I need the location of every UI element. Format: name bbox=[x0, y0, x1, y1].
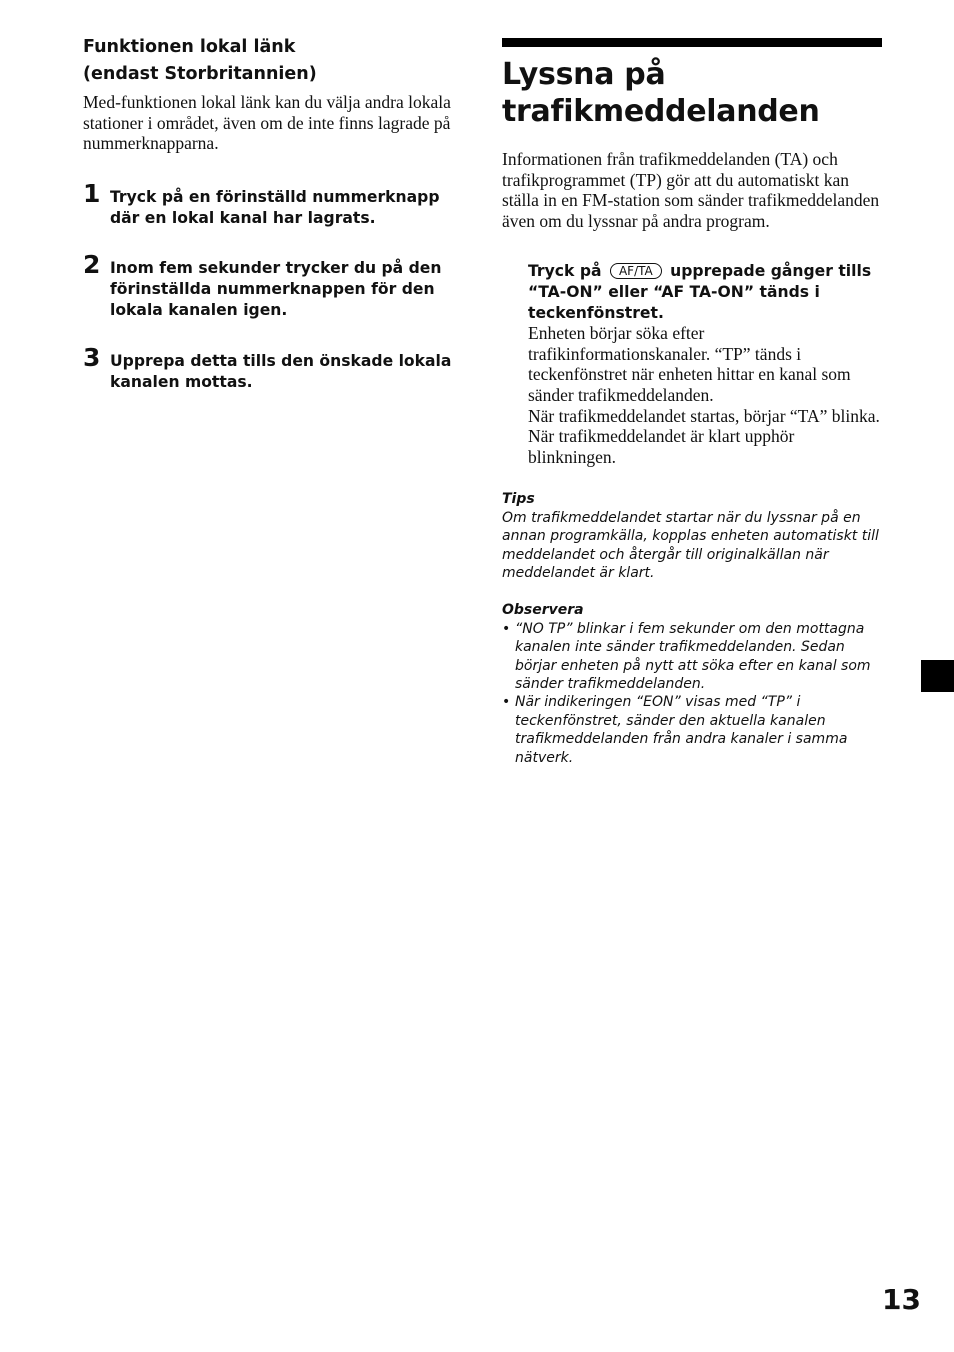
page-number: 13 bbox=[882, 1283, 921, 1316]
local-link-intro: Med-funktionen lokal länk kan du välja andra lokala stationer i området, även om de inte finns lagrade på nummerknapparna. bbox=[83, 92, 451, 154]
instruction-body-1: Enheten börjar söka efter trafikinformationskanaler. “TP” tänds i teckenfönstret när enheten hittar en kanal som sänder trafikmeddelanden. bbox=[528, 323, 851, 405]
step-text: Upprepa detta tills den önskade lokala kanalen mottas. bbox=[110, 351, 452, 391]
traffic-intro: Informationen från trafikmeddelanden (TA) och trafikprogrammet (TP) gör att du automatiskt kan ställa in en FM-station som sänder trafikmeddelanden även om du lyssnar på andra program. bbox=[502, 149, 880, 231]
step-2 bbox=[83, 250, 461, 320]
list-item-text: “NO TP” blinkar i fem sekunder om den mottagna kanalen inte sänder trafikmeddelanden. Sedan börjar enheten på nytt att söka efter en kanal som sänder trafikmeddelanden. bbox=[515, 620, 871, 692]
title-rule bbox=[502, 38, 882, 47]
section-heading-local-link bbox=[83, 34, 461, 88]
step-number: 1 bbox=[83, 178, 101, 208]
tips-text: Om trafikmeddelandet startar när du lyssnar på en annan programkälla, kopplas enheten automatiskt till meddelandet och återgår till originalkällan när meddelandet är klart. bbox=[502, 509, 879, 581]
left-column bbox=[83, 34, 461, 392]
tips-heading: Tips bbox=[502, 491, 535, 508]
tips-block bbox=[502, 490, 882, 582]
observera-heading: Observera bbox=[502, 602, 584, 619]
step-text: Inom fem sekunder trycker du på den förinställda nummerknappen för den lokala kanalen igen. bbox=[110, 259, 442, 319]
step-number: 2 bbox=[83, 250, 101, 280]
instruction-lead bbox=[528, 261, 882, 323]
step-3 bbox=[83, 342, 461, 393]
list-item bbox=[502, 620, 882, 694]
instruction-lead-after: upprepade gånger tills “TA-ON” eller “AF TA-ON” tänds i teckenfönstret. bbox=[528, 262, 872, 322]
step-number: 3 bbox=[83, 342, 101, 372]
step-text: Tryck på en förinställd nummerknapp där en lokal kanal har lagrats. bbox=[110, 187, 440, 227]
bullet-mark: • bbox=[502, 620, 511, 637]
instruction-block bbox=[528, 261, 882, 467]
right-column bbox=[502, 38, 882, 767]
instruction-body-2: När trafikmeddelandet startas, börjar “TA” blinka. När trafikmeddelandet är klart upphör blinkningen. bbox=[528, 405, 880, 467]
af-ta-key-label: AF/TA bbox=[610, 263, 662, 279]
heading-line-2: (endast Storbritannien) bbox=[83, 64, 317, 84]
step-1 bbox=[83, 178, 461, 229]
list-item-text: När indikeringen “EON” visas med “TP” i teckenfönstret, sänder den aktuella kanalen trafikmeddelanden från andra kanaler i samma nätverk. bbox=[515, 694, 848, 766]
title-line-2: trafikmeddelanden bbox=[502, 94, 820, 129]
instruction-lead-before: Tryck på bbox=[528, 262, 602, 281]
title-line-1: Lyssna på bbox=[502, 57, 666, 92]
page-title bbox=[502, 56, 882, 130]
observera-list bbox=[502, 620, 882, 767]
observera-block bbox=[502, 601, 882, 767]
heading-line-1: Funktionen lokal länk bbox=[83, 37, 296, 57]
bullet-mark: • bbox=[502, 694, 511, 711]
list-item bbox=[502, 693, 882, 767]
section-tab-marker bbox=[921, 660, 954, 692]
